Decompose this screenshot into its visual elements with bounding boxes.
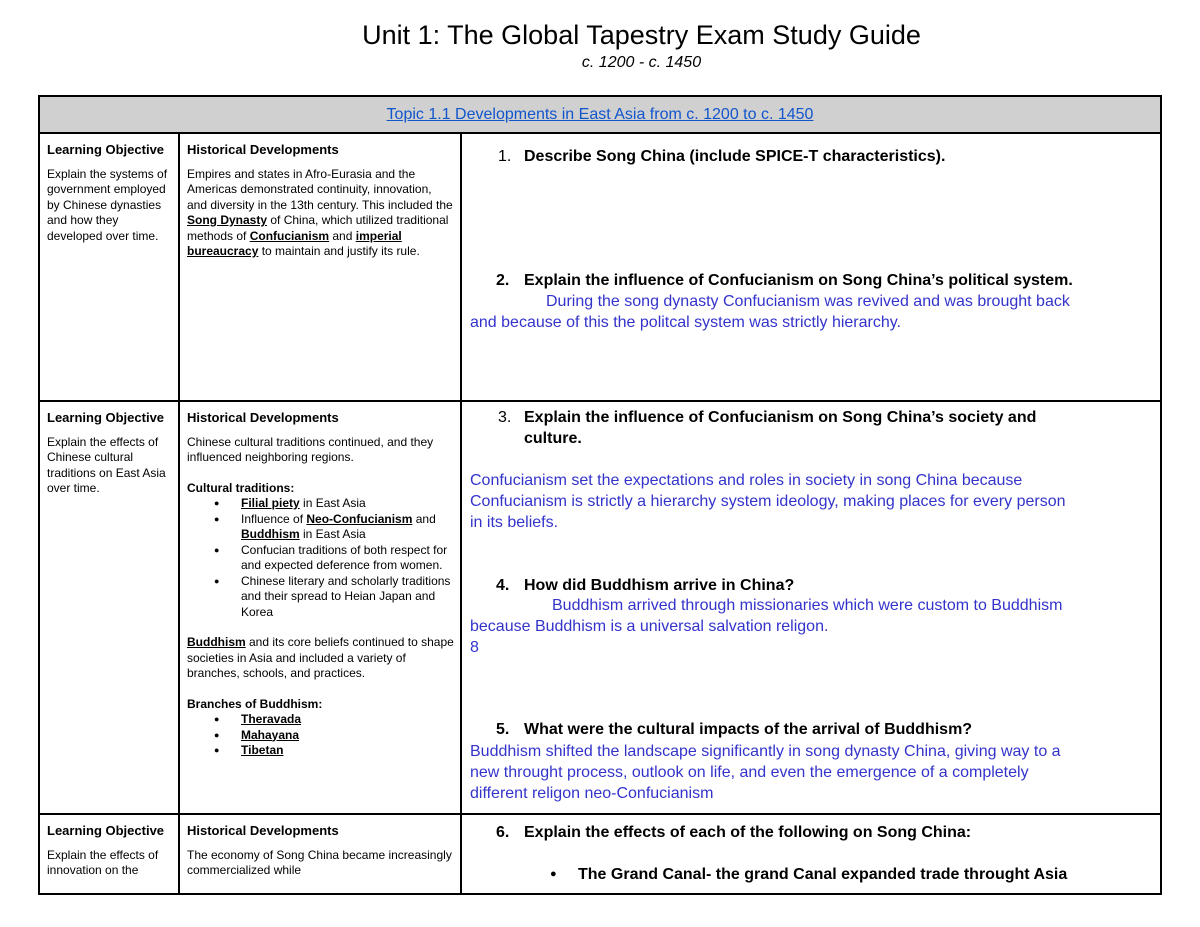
learning-objective-text: Explain the effects of Chinese cultural traditions on East Asia over time. [47, 434, 166, 495]
questions-cell [462, 402, 1160, 813]
learning-objective-header: Learning Objective [47, 823, 165, 838]
branches-list [187, 712, 454, 759]
historical-developments-header: Historical Developments [187, 142, 339, 157]
historical-developments-header: Historical Developments [187, 410, 339, 425]
list-item: ● Influence of Neo-Confucianism and Buddhism in East Asia [241, 512, 454, 543]
answer-4[interactable]: Buddhism arrived through missionaries which were custom to Buddhism because Buddhism is a universal salvation religon. 8 [470, 597, 1063, 656]
answer-5[interactable]: Buddhism shifted the landscape significantly in song dynasty China, giving way to a new throught process, outlook on life, and even the emergence of a completely different religon neo-Confucianism [470, 743, 1061, 802]
page-subtitle: c. 1200 - c. 1450 [581, 54, 702, 71]
page-title: Unit 1: The Global Tapestry Exam Study Guide [362, 20, 921, 50]
learning-objective-cell [40, 402, 180, 813]
question-5: 5. What were the cultural impacts of the arrival of Buddhism? [496, 721, 973, 738]
answer-2[interactable]: During the song dynasty Confucianism was revived and was brought back and because of this the politcal system was strictly hierarchy. [470, 293, 1070, 331]
historical-developments-cell [180, 402, 462, 813]
branches-header: Branches of Buddhism: [187, 696, 323, 711]
table-row [40, 402, 1160, 815]
question-2: 2. Explain the influence of Confucianism on Song China’s political system. [496, 272, 1073, 289]
question-1: 1. Describe Song China (include SPICE-T characteristics). [498, 148, 946, 165]
study-guide-table [38, 95, 1162, 895]
learning-objective-cell [40, 134, 180, 400]
cultural-traditions-list [187, 496, 454, 620]
learning-objective-text: Explain the effects of innovation on the [47, 847, 159, 877]
list-item: ● Tibetan [241, 743, 454, 759]
learning-objective-cell [40, 815, 180, 895]
topic-header [40, 97, 1160, 134]
questions-cell [462, 134, 1160, 400]
list-item: ● Filial piety in East Asia [241, 496, 454, 512]
list-item: ● Chinese literary and scholarly traditions and their spread to Heian Japan and Korea [241, 574, 454, 621]
learning-objective-header: Learning Objective [47, 410, 165, 425]
cultural-traditions-header: Cultural traditions: [187, 480, 295, 495]
table-row [40, 134, 1160, 402]
bullet-grand-canal: ● The Grand Canal- the grand Canal expanded trade throught Asia [550, 866, 1068, 883]
historical-developments-cell [180, 815, 462, 895]
topic-link[interactable]: Topic 1.1 Developments in East Asia from c. 1200 to c. 1450 [386, 106, 814, 123]
historical-developments-header: Historical Developments [187, 823, 339, 838]
historical-developments-text: Chinese cultural traditions continued, and they influenced neighboring regions. [187, 434, 434, 464]
buddhism-text: Buddhism and its core beliefs continued to shape societies in Asia and included a variety of branches, schools, and practices. [187, 635, 454, 680]
historical-developments-cell [180, 134, 462, 400]
answer-3[interactable]: Confucianism set the expectations and roles in society in song China because Confucianism is strictly a hierarchy system ideology, making places for every person in its beliefs. [470, 472, 1066, 531]
learning-objective-header: Learning Objective [47, 142, 165, 157]
list-item: ● Mahayana [241, 728, 454, 744]
list-item: ● Theravada [241, 712, 454, 728]
list-item: ● Confucian traditions of both respect for and expected deference from women. [241, 543, 454, 574]
questions-cell [462, 815, 1160, 895]
historical-developments-text: Empires and states in Afro-Eurasia and the Americas demonstrated continuity, innovation, and diversity in the 13th century. This included the Song Dynasty of China, which utilized traditional methods of Confucianism and imperial bureaucracy to maintain and justify its rule. [187, 166, 453, 258]
table-row [40, 815, 1160, 895]
learning-objective-text: Explain the systems of government employed by Chinese dynasties and how they developed over time. [47, 166, 168, 243]
historical-developments-text: The economy of Song China became increasingly commercialized while [187, 847, 452, 877]
question-6: 6. Explain the effects of each of the following on Song China: [496, 824, 972, 841]
question-3: 3. Explain the influence of Confucianism on Song China’s society and culture. [498, 409, 1037, 447]
question-4: 4. How did Buddhism arrive in China? [496, 577, 795, 594]
